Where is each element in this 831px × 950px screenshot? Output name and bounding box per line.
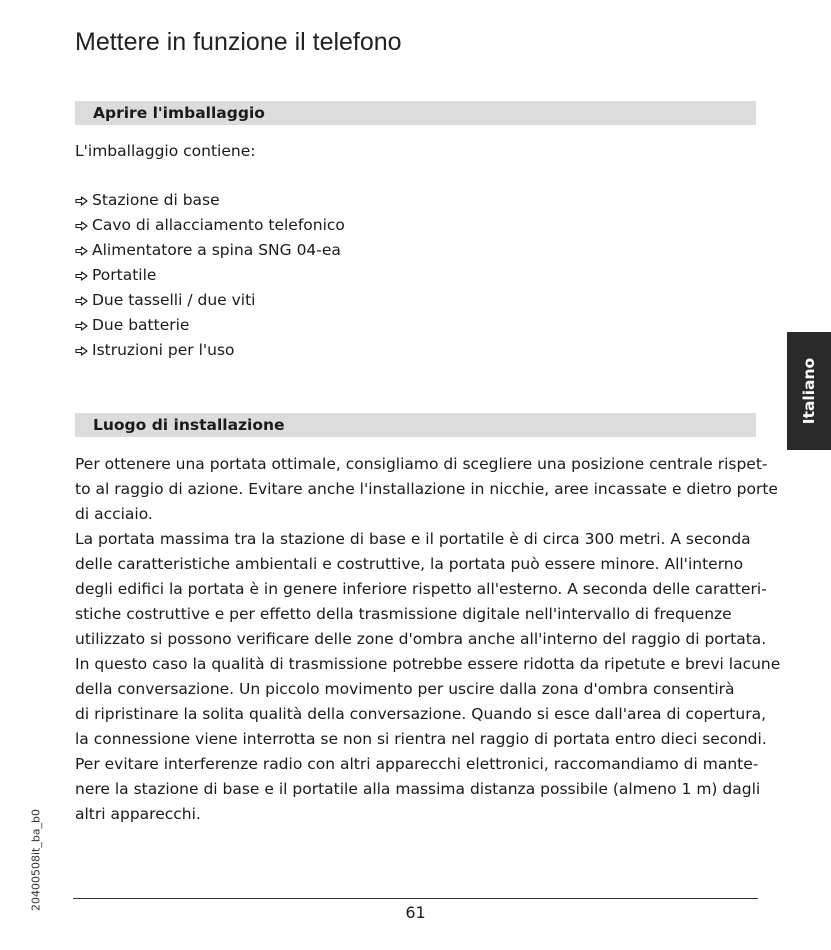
list-item bbox=[75, 338, 345, 363]
list-item bbox=[75, 188, 345, 213]
list-item-label: Due batterie bbox=[92, 316, 190, 334]
text-line: di acciaio. bbox=[75, 505, 153, 523]
section-heading-bar bbox=[75, 101, 756, 125]
language-tab-label: Italiano bbox=[800, 357, 818, 425]
text-line: Per evitare interferenze radio con altri apparecchi elettronici, raccomandiamo di mante- bbox=[75, 755, 759, 773]
text-line: La portata massima tra la stazione di base e il portatile è di circa 300 metri. A seconda bbox=[75, 530, 751, 548]
section-heading: Aprire l'imballaggio bbox=[93, 104, 265, 122]
arrow-right-outline-icon bbox=[75, 196, 88, 206]
section-heading-bar bbox=[75, 413, 756, 437]
installation-paragraph bbox=[75, 452, 781, 827]
list-item bbox=[75, 313, 345, 338]
arrow-right-outline-icon bbox=[75, 321, 88, 331]
text-line: di ripristinare la solita qualità della conversazione. Quando si esce dall'area di copertura, bbox=[75, 705, 766, 723]
text-line: altri apparecchi. bbox=[75, 805, 201, 823]
arrow-right-outline-icon bbox=[75, 346, 88, 356]
list-item bbox=[75, 238, 345, 263]
text-line: delle caratteristiche ambientali e costruttive, la portata può essere minore. All'interno bbox=[75, 555, 744, 573]
text-line: degli edifici la portata è in genere inferiore rispetto all'esterno. A seconda delle caratteri- bbox=[75, 580, 767, 598]
package-contents-list bbox=[75, 188, 345, 363]
arrow-right-outline-icon bbox=[75, 221, 88, 231]
footer-divider bbox=[73, 898, 758, 899]
text-line: la connessione viene interrotta se non si rientra nel raggio di portata entro dieci secondi. bbox=[75, 730, 767, 748]
language-tab bbox=[787, 332, 831, 450]
list-item bbox=[75, 213, 345, 238]
text-line: stiche costruttive e per effetto della trasmissione digitale nell'intervallo di frequenze bbox=[75, 605, 732, 623]
list-item bbox=[75, 263, 345, 288]
package-intro: L'imballaggio contiene: bbox=[75, 142, 256, 160]
list-item-label: Stazione di base bbox=[92, 191, 220, 209]
list-item-label: Istruzioni per l'uso bbox=[92, 341, 235, 359]
text-line: In questo caso la qualità di trasmissione potrebbe essere ridotta da ripetute e brevi lacune bbox=[75, 655, 781, 673]
page-title: Mettere in funzione il telefono bbox=[75, 28, 402, 56]
list-item-label: Alimentatore a spina SNG 04-ea bbox=[92, 241, 341, 259]
text-line: Per ottenere una portata ottimale, consigliamo di scegliere una posizione centrale rispet- bbox=[75, 455, 768, 473]
list-item-label: Portatile bbox=[92, 266, 157, 284]
text-line: nere la stazione di base e il portatile alla massima distanza possibile (almeno 1 m) dagli bbox=[75, 780, 761, 798]
list-item-label: Due tasselli / due viti bbox=[92, 291, 256, 309]
arrow-right-outline-icon bbox=[75, 246, 88, 256]
document-code: 20400508it_ba_b0 bbox=[29, 808, 43, 912]
list-item-label: Cavo di allacciamento telefonico bbox=[92, 216, 345, 234]
text-line: della conversazione. Un piccolo movimento per uscire dalla zona d'ombra consentirà bbox=[75, 680, 735, 698]
page-number: 61 bbox=[405, 903, 426, 922]
text-line: utilizzato si possono verificare delle zone d'ombra anche all'interno del raggio di portata. bbox=[75, 630, 767, 648]
arrow-right-outline-icon bbox=[75, 296, 88, 306]
list-item bbox=[75, 288, 345, 313]
section-heading: Luogo di installazione bbox=[93, 416, 285, 434]
text-line: to al raggio di azione. Evitare anche l'installazione in nicchie, aree incassate e dietro porte bbox=[75, 480, 778, 498]
arrow-right-outline-icon bbox=[75, 271, 88, 281]
